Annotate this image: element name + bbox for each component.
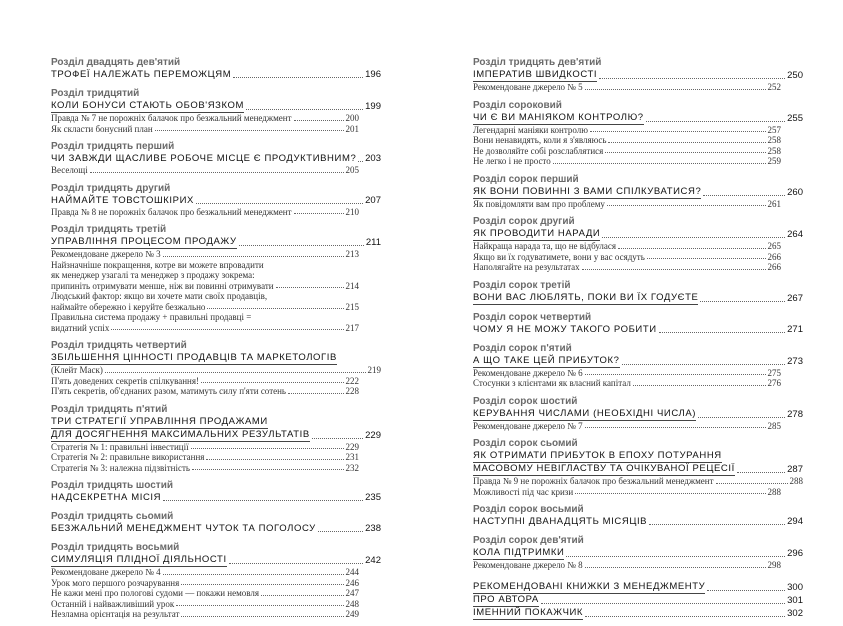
toc-entry[interactable] <box>473 112 803 125</box>
toc-entry[interactable] <box>473 408 803 421</box>
chapter-label: Розділ тридцять перший <box>51 141 175 152</box>
dot-leader <box>618 248 765 249</box>
chapter-label: Розділ сороковий <box>473 99 562 111</box>
page-number: 250 <box>787 70 803 81</box>
dot-leader <box>585 89 766 90</box>
toc-subentry-line: як менеджер узагалі та менеджер з продажу зокрема: <box>51 270 255 280</box>
dot-leader <box>105 372 366 373</box>
dot-leader <box>633 385 766 386</box>
dot-leader <box>575 493 765 494</box>
dot-leader <box>700 301 785 302</box>
toc-subentry[interactable] <box>473 368 803 379</box>
page-number: 211 <box>365 237 381 248</box>
entry-title: ПРО АВТОРА <box>473 593 539 605</box>
toc-subentry[interactable] <box>473 560 803 571</box>
entry-title: НАСТУПНІ ДВАНАДЦЯТЬ МІСЯЦІВ <box>473 516 648 527</box>
dot-leader <box>181 616 343 617</box>
chapter-label: Розділ тридцять сьомий <box>51 511 174 522</box>
toc-chapter <box>473 534 803 571</box>
entry-title: РЕКОМЕНДОВАНІ КНИЖКИ З МЕНЕДЖМЕНТУ <box>473 580 706 592</box>
entry-title: СИМУЛЯЦІЯ ПЛІДНОЇ ДІЯЛЬНОСТІ <box>51 554 227 565</box>
page-number: 258 <box>767 135 781 145</box>
page-number: 285 <box>767 420 781 431</box>
toc-subentry[interactable] <box>51 113 381 124</box>
toc-subentry[interactable] <box>473 487 803 498</box>
chapter-label: Розділ сорок шостий <box>473 395 578 407</box>
toc-chapter <box>473 56 803 93</box>
toc-chapter <box>51 140 381 176</box>
dot-leader <box>622 364 786 365</box>
entry-title: КОЛА ПІДТРИМКИ <box>473 547 565 558</box>
dot-leader <box>703 195 785 196</box>
dot-leader <box>566 556 785 557</box>
toc-subentry[interactable] <box>51 165 381 176</box>
toc-subentry[interactable] <box>51 376 381 387</box>
dot-leader <box>716 483 788 484</box>
dot-leader <box>605 152 765 153</box>
subentry-title: Найкраща нарада та, що не відбулася <box>473 241 617 251</box>
subentry-title: Стосунки з клієнтами як власний капітал <box>473 378 631 388</box>
page-number: 228 <box>345 386 359 396</box>
chapter-label: Розділ тридцять шостий <box>51 480 173 491</box>
page-number: 266 <box>767 251 781 262</box>
subentry-title: Останній і найважливіший урок <box>51 598 175 609</box>
dot-leader <box>599 78 785 79</box>
page-number: 201 <box>345 123 359 134</box>
page-number: 248 <box>345 598 359 609</box>
toc-entry[interactable] <box>473 607 803 620</box>
subentry-title: Рекомендоване джерело № 5 <box>473 82 583 92</box>
chapter-label: Розділ двадцять дев'ятий <box>51 57 181 68</box>
subentry-title: Веселощі <box>51 165 88 175</box>
dot-leader <box>585 567 766 568</box>
toc-subentry[interactable] <box>51 452 381 463</box>
subentry-title: Рекомендоване джерело № 8 <box>473 560 583 570</box>
toc-entry[interactable] <box>51 352 381 365</box>
toc-subentry-line: Людський фактор: якщо ви хочете мати своїх продавців, <box>51 291 268 301</box>
toc-subentry[interactable] <box>473 156 803 167</box>
page-number: 260 <box>787 186 803 198</box>
dot-leader <box>229 563 363 564</box>
dot-leader <box>176 605 343 606</box>
toc-entry[interactable] <box>51 492 381 504</box>
toc-subentry[interactable] <box>51 599 381 610</box>
entry-title: ЯК ОТРИМАТИ ПРИБУТОК В ЕПОХУ ПОТУРАННЯ <box>473 450 722 461</box>
toc-subentry[interactable] <box>473 241 803 252</box>
dot-leader <box>111 329 343 330</box>
toc-left-column <box>51 56 381 626</box>
subentry-title: Рекомендоване джерело № 3 <box>51 249 161 259</box>
dot-leader <box>659 332 785 333</box>
page-number: 275 <box>767 367 781 378</box>
toc-entry[interactable] <box>473 324 803 336</box>
subentry-title: Урок мого першого розчарування <box>51 577 180 588</box>
entry-title: УПРАВЛІННЯ ПРОЦЕСОМ ПРОДАЖУ <box>51 236 237 247</box>
chapter-label: Розділ сорок четвертий <box>473 311 592 323</box>
dot-leader <box>590 131 766 132</box>
dot-leader <box>90 172 344 173</box>
subentry-title: (Клейт Маск) <box>51 365 103 375</box>
dot-leader <box>585 427 766 428</box>
page-number: 288 <box>789 476 803 486</box>
chapter-label: Розділ сорок восьмий <box>473 504 584 515</box>
entry-title: БЕЗЖАЛЬНИЙ МЕНЕДЖМЕНТ ЧУТОК ТА ПОГОЛОСУ <box>51 523 316 534</box>
toc-entry[interactable] <box>51 153 381 165</box>
toc-entry[interactable] <box>51 236 381 249</box>
entry-title: ТРОФЕЇ НАЛЕЖАТЬ ПЕРЕМОЖЦЯМ <box>51 69 232 80</box>
subentry-title: припиніть отримувати менше, ніж ви повинні отримувати <box>51 280 274 291</box>
page-number: 196 <box>365 69 381 80</box>
entry-title: ЧОМУ Я НЕ МОЖУ ТАКОГО РОБИТИ <box>473 323 657 335</box>
toc-chapter <box>51 403 381 474</box>
page-number: 222 <box>345 375 359 386</box>
dot-leader <box>707 590 785 591</box>
page-number: 203 <box>365 153 381 164</box>
page-number: 207 <box>365 194 381 206</box>
dot-leader <box>585 616 785 617</box>
subentry-title: Рекомендоване джерело № 6 <box>473 367 583 378</box>
toc-chapter <box>51 56 381 81</box>
subentry-title: Рекомендоване джерело № 4 <box>51 567 161 577</box>
dot-leader <box>155 130 344 131</box>
subentry-title: Стратегія № 1: правильні інвестиції <box>51 441 189 452</box>
toc-chapter <box>473 311 803 336</box>
toc-subentry[interactable] <box>473 378 803 389</box>
subentry-title: П'ять секретів, об'єднаних разом, матимуть силу п'яти сотень <box>51 386 287 396</box>
page-number: 257 <box>767 124 781 135</box>
dot-leader <box>207 308 343 309</box>
entry-title: ІМЕННИЙ ПОКАЖЧИК <box>473 606 584 618</box>
entry-title: НАЙМАЙТЕ ТОВСТОШКІРИХ <box>51 194 194 206</box>
page-number: 252 <box>767 82 781 92</box>
toc-subentry[interactable] <box>51 386 381 397</box>
dot-leader <box>294 120 344 121</box>
dot-leader <box>646 121 785 122</box>
subentry-title: Як скласти бонусний план <box>51 123 153 134</box>
page-number: 266 <box>767 262 781 272</box>
entry-title: МАСОВОМУ НЕВІГЛАСТВУ ТА ОЧІКУВАНОЇ РЕЦЕСІЇ <box>473 463 735 474</box>
dot-leader <box>201 382 344 383</box>
toc-entry[interactable] <box>473 292 803 305</box>
dot-leader <box>288 393 343 394</box>
page-number: 287 <box>787 464 803 475</box>
page-number: 246 <box>345 577 359 588</box>
toc-entry[interactable] <box>473 450 803 463</box>
dot-leader <box>608 142 765 143</box>
dot-leader <box>541 603 785 604</box>
page-number: 229 <box>345 441 359 452</box>
page-number: 259 <box>767 156 781 166</box>
subentry-title: Стратегія № 2: правильне використання <box>51 452 205 462</box>
dot-leader <box>163 500 363 501</box>
subentry-title: Рекомендоване джерело № 7 <box>473 420 583 431</box>
dot-leader <box>312 438 363 439</box>
toc-chapter <box>51 339 381 397</box>
toc-chapter <box>51 479 381 504</box>
toc-chapter <box>473 215 803 273</box>
page-number: 249 <box>345 609 359 619</box>
dot-leader <box>582 269 766 270</box>
chapter-label: Розділ тридцять другий <box>51 182 171 194</box>
toc-entry[interactable] <box>473 463 803 476</box>
entry-title: КОЛИ БОНУСИ СТАЮТЬ ОБОВ'ЯЗКОМ <box>51 100 245 111</box>
subentry-title: Не легко і не просто <box>473 156 551 166</box>
toc-chapter <box>473 581 803 620</box>
toc-subentry[interactable] <box>51 365 381 376</box>
toc-chapter <box>51 541 381 620</box>
chapter-label: Розділ сорок перший <box>473 173 579 185</box>
chapter-label: Розділ сорок сьомий <box>473 438 578 449</box>
toc-subentry[interactable] <box>51 207 381 218</box>
entry-title: ДЛЯ ДОСЯГНЕННЯ МАКСИМАЛЬНИХ РЕЗУЛЬТАТІВ <box>51 428 310 440</box>
dot-leader <box>649 524 785 525</box>
toc-chapter <box>51 223 381 333</box>
dot-leader <box>163 574 344 575</box>
dot-leader <box>318 531 363 532</box>
page-number: 271 <box>787 323 803 335</box>
dot-leader <box>294 213 344 214</box>
toc-subentry[interactable] <box>51 578 381 589</box>
chapter-label: Розділ тридцятий <box>51 88 140 99</box>
page-number: 213 <box>345 249 359 259</box>
toc-entry[interactable] <box>51 100 381 113</box>
toc-subentry[interactable] <box>51 281 381 292</box>
subentry-title: Якщо ви їх годуватимете, вони у вас осядуть <box>473 251 645 262</box>
page-number: 217 <box>345 322 359 333</box>
entry-title: НАДСЕКРЕТНА МІСІЯ <box>51 492 162 503</box>
dot-leader <box>233 77 363 78</box>
dot-leader <box>192 469 343 470</box>
toc-entry[interactable] <box>473 516 803 528</box>
entry-title: ЧИ Є ВИ МАНІЯКОМ КОНТРОЛЮ? <box>473 111 644 123</box>
dot-leader <box>239 245 364 246</box>
toc-entry[interactable] <box>473 186 803 199</box>
dot-leader <box>181 584 343 585</box>
chapter-label: Розділ тридцять восьмий <box>51 542 180 553</box>
dot-leader <box>585 374 766 375</box>
subentry-title: видатний успіх <box>51 322 110 333</box>
page-number: 238 <box>365 523 381 534</box>
toc-subentry[interactable] <box>51 588 381 599</box>
dot-leader <box>191 448 344 449</box>
toc-subentry[interactable] <box>473 146 803 157</box>
toc-chapter <box>51 182 381 218</box>
page-number: 261 <box>767 198 781 209</box>
toc-subentry[interactable] <box>473 476 803 487</box>
toc-entry[interactable] <box>51 195 381 207</box>
chapter-label: Розділ сорок п'ятий <box>473 342 572 354</box>
dot-leader <box>246 109 363 110</box>
subentry-title: Можливості під час кризи <box>473 486 574 497</box>
entry-title: ТРИ СТРАТЕГІЇ УПРАВЛІННЯ ПРОДАЖАМИ <box>51 415 268 427</box>
toc-entry[interactable] <box>473 547 803 560</box>
dot-leader <box>163 256 344 257</box>
page-number: 219 <box>367 365 381 375</box>
chapter-label: Розділ сорок другий <box>473 216 575 227</box>
toc-subentry[interactable] <box>51 442 381 453</box>
toc-subentry[interactable] <box>51 249 381 260</box>
entry-title: ВОНИ ВАС ЛЮБЛЯТЬ, ПОКИ ВИ ЇХ ГОДУЄТЕ <box>473 291 699 303</box>
toc-subentry[interactable] <box>51 609 381 620</box>
toc-subentry[interactable] <box>473 262 803 273</box>
page-number: 215 <box>345 301 359 312</box>
page-number: 210 <box>345 206 359 217</box>
dot-leader <box>602 237 785 238</box>
toc-entry[interactable] <box>473 355 803 368</box>
page-number: 264 <box>787 229 803 240</box>
subentry-title: Правда № 7 не порожніх балачок про безжальний менеджмент <box>51 113 292 123</box>
toc-entry[interactable] <box>51 554 381 567</box>
dot-leader <box>358 161 363 162</box>
dot-leader <box>206 459 343 460</box>
dot-leader <box>553 163 766 164</box>
chapter-label: Розділ тридцять третій <box>51 224 167 235</box>
page-number: 247 <box>345 588 359 598</box>
page-number: 302 <box>787 607 803 619</box>
toc-entry[interactable] <box>51 416 381 429</box>
entry-title: ЗБІЛЬШЕННЯ ЦІННОСТІ ПРОДАВЦІВ ТА МАРКЕТОЛОГІВ <box>51 352 337 363</box>
entry-title: ЧИ ЗАВЖДИ ЩАСЛИВЕ РОБОЧЕ МІСЦЕ Є ПРОДУКТИВНИМ? <box>51 153 357 164</box>
toc-subentry[interactable] <box>473 421 803 432</box>
page-number: 278 <box>787 408 803 420</box>
entry-title: ЯК ПРОВОДИТИ НАРАДИ <box>473 228 601 239</box>
page-number: 296 <box>787 548 803 559</box>
chapter-label: Розділ сорок третій <box>473 279 571 291</box>
page-number: 298 <box>767 560 781 570</box>
page-number: 205 <box>345 165 359 175</box>
page-number: 301 <box>787 594 803 606</box>
page-number: 244 <box>345 567 359 577</box>
toc-entry[interactable] <box>473 581 803 594</box>
toc-chapter <box>473 342 803 389</box>
entry-title: КЕРУВАННЯ ЧИСЛАМИ (НЕОБХІДНІ ЧИСЛА) <box>473 407 697 419</box>
toc-subentry[interactable] <box>51 323 381 334</box>
subentry-title: Легендарні маніяки контролю <box>473 124 588 135</box>
toc-chapter <box>473 99 803 167</box>
toc-right-column <box>473 56 803 626</box>
toc-subentry[interactable] <box>473 199 803 210</box>
page-number: 258 <box>767 145 781 156</box>
page-number: 288 <box>767 486 781 497</box>
page-number: 199 <box>365 101 381 112</box>
subentry-title: Наполягайте на результатах <box>473 262 580 272</box>
toc-entry[interactable] <box>473 69 803 82</box>
subentry-title: Не кажи мені про пологові судоми — покажи немовля <box>51 588 260 598</box>
page-number: 276 <box>767 378 781 388</box>
page-number: 294 <box>787 516 803 527</box>
page-number: 300 <box>787 581 803 593</box>
toc-chapter <box>473 503 803 528</box>
toc-chapter <box>473 279 803 305</box>
toc-chapter <box>473 173 803 210</box>
page-number: 267 <box>787 292 803 304</box>
page-number: 265 <box>767 241 781 251</box>
page-number: 229 <box>365 429 381 441</box>
toc-entry[interactable] <box>473 228 803 241</box>
page-number: 232 <box>345 462 359 473</box>
dot-leader <box>607 205 766 206</box>
page-number: 214 <box>345 280 359 291</box>
subentry-title: Стратегія № 3: належна підзвітність <box>51 462 191 473</box>
toc-subentry[interactable] <box>51 124 381 135</box>
toc-chapter <box>51 510 381 535</box>
toc-subentry[interactable] <box>51 567 381 578</box>
toc-subentry[interactable] <box>51 463 381 474</box>
toc-chapter <box>473 437 803 497</box>
dot-leader <box>698 417 785 418</box>
page-number: 200 <box>345 113 359 123</box>
entry-title: А ЩО ТАКЕ ЦЕЙ ПРИБУТОК? <box>473 354 620 366</box>
entry-title: ЯК ВОНИ ПОВИННІ З ВАМИ СПІЛКУВАТИСЯ? <box>473 185 702 197</box>
toc-subentry[interactable] <box>473 125 803 136</box>
dot-leader <box>737 472 785 473</box>
page-number: 255 <box>787 112 803 124</box>
page-number: 273 <box>787 355 803 367</box>
toc-subentry[interactable] <box>473 82 803 93</box>
chapter-label: Розділ сорок дев'ятий <box>473 535 584 546</box>
toc-entry[interactable] <box>51 69 381 81</box>
chapter-label: Розділ тридцять четвертий <box>51 340 187 351</box>
subentry-title: Правда № 9 не порожніх балачок про безжальний менеджмент <box>473 476 714 486</box>
toc-chapter <box>473 395 803 432</box>
toc-chapter <box>51 87 381 134</box>
subentry-title: Не дозволяйте собі розслаблятися <box>473 145 604 156</box>
entry-title: ІМПЕРАТИВ ШВИДКОСТІ <box>473 69 598 80</box>
toc-entry[interactable] <box>473 594 803 607</box>
dot-leader <box>261 595 343 596</box>
dot-leader <box>276 287 344 288</box>
toc-subentry[interactable] <box>473 135 803 146</box>
chapter-label: Розділ тридцять п'ятий <box>51 403 168 415</box>
toc-subentry-line: Найзначніше покращення, котре ви можете впровадити <box>51 259 264 270</box>
subentry-title: наймайте обережно і керуйте безжально <box>51 301 206 312</box>
page-number: 235 <box>365 492 381 503</box>
chapter-label: Розділ тридцять дев'ятий <box>473 57 602 68</box>
subentry-title: Вони ненавидять, коли я з'являюсь <box>473 135 607 145</box>
subentry-title: Правда № 8 не порожніх балачок про безжальний менеджмент <box>51 206 292 217</box>
subentry-title: П'ять доведених секретів спілкування! <box>51 375 199 386</box>
subentry-title: Незламна орієнтація на результат <box>51 609 180 619</box>
subentry-title: Як повідомляти вам про проблему <box>473 198 605 209</box>
page-number: 242 <box>365 555 381 566</box>
toc-subentry[interactable] <box>473 252 803 263</box>
toc-entry[interactable] <box>51 523 381 535</box>
dot-leader <box>647 258 766 259</box>
toc-entry[interactable] <box>51 429 381 442</box>
dot-leader <box>196 203 363 204</box>
toc-subentry[interactable] <box>51 302 381 313</box>
page-number: 231 <box>345 452 359 462</box>
toc-subentry-line: Правильна система продажу + правильні продавці = <box>51 312 252 322</box>
